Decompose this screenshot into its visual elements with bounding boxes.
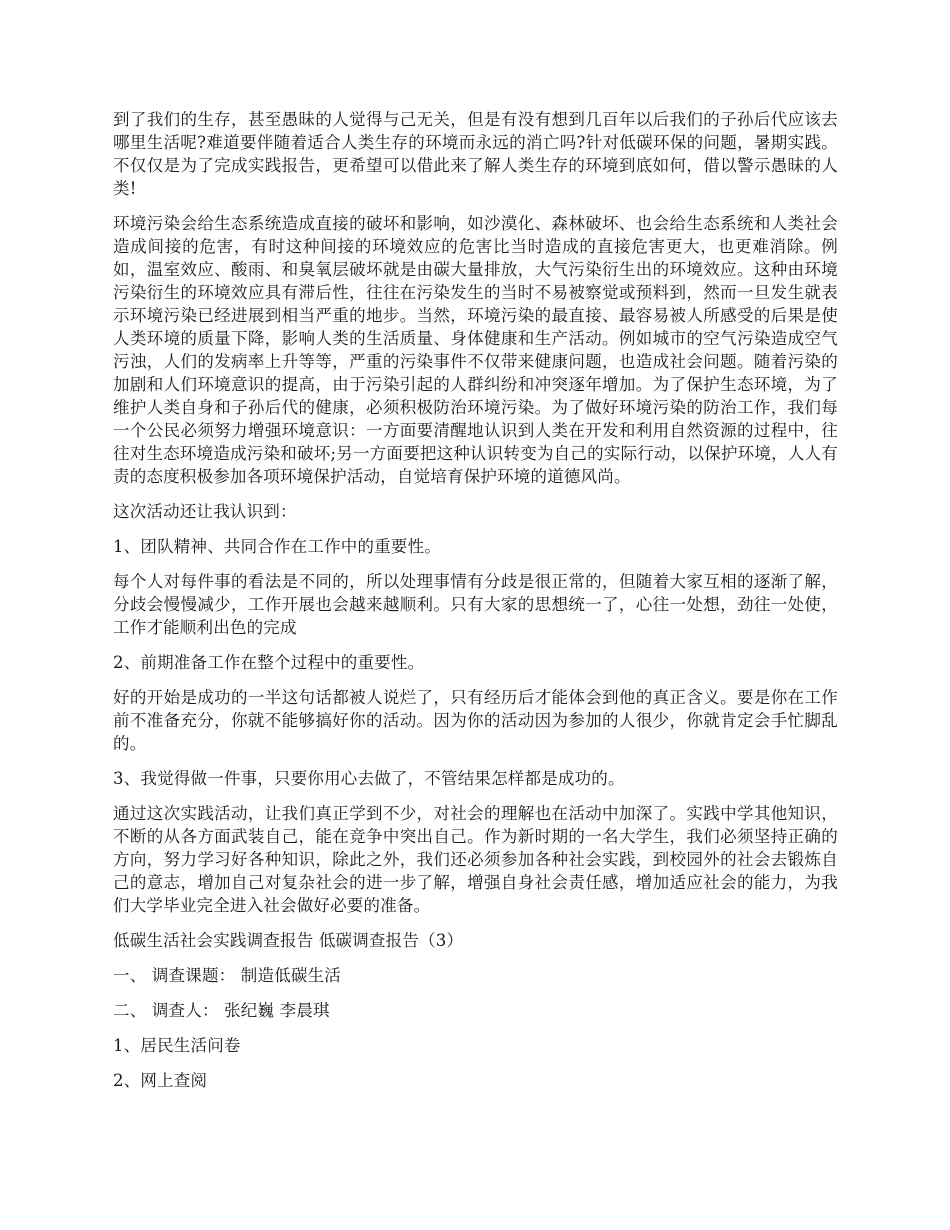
paragraph-teamwork: 每个人对每件事的看法是不同的，所以处理事情有分歧是很正常的，但随着大家互相的逐渐了解，分歧会慢慢减少，工作开展也会越来越顺利。只有大家的思想统一了，心往一处想，劲往一处使，工作才能顺利出色的完成 (113, 572, 838, 637)
list-item-effort: 3、我觉得做一件事，只要你用心去做了，不管结果怎样都是成功的。 (113, 769, 625, 788)
paragraph-intro: 到了我们的生存，甚至愚昧的人觉得与己无关，但是有没有想到几百年以后我们的子孙后代应该去哪里生活呢?难道要伴随着适合人类生存的环境而永远的消亡吗?针对低碳环保的问题，暑期实践。不仅仅是为了完成实践报告，更希望可以借此来了解人类生存的环境到底如何，借以警示愚昧的人类! (113, 110, 838, 198)
paragraph-realization-heading: 这次活动还让我认识到： (113, 502, 297, 521)
paragraph-preparation: 好的开始是成功的一半这句话都被人说烂了，只有经历后才能体会到他的真正含义。要是你在工作前不准备充分，你就不能够搞好你的活动。因为你的活动因为参加的人很少，你就肯定会手忙脚乱的。 (113, 688, 838, 753)
paragraph-environment-pollution: 环境污染会给生态系统造成直接的破坏和影响，如沙漠化、森林破坏、也会给生态系统和人类社会造成间接的危害，有时这种间接的环境效应的危害比当时造成的直接危害更大，也更难消除。例如，温室效应、酸雨、和臭氧层破坏就是由碳大量排放，大气污染衍生出的环境效应。这种由环境污染衍生的环境效应具有滞后性，往往在污染发生的当时不易被察觉或预料到，然而一旦发生就表示环境污染已经进展到相当严重的地步。当然，环境污染的最直接、最容易被人所感受的后果是使人类环境的质量下降，影响人类的生活质量、身体健康和生产活动。例如城市的空气污染造成空气污浊，人们的发病率上升等等，严重的污染事件不仅带来健康问题，也造成社会问题。随着污染的加剧和人们环境意识的提高，由于污染引起的人群纠纷和冲突逐年增加。为了保护生态环境，为了维护人类自身和子孙后代的健康，必须积极防治环境污染。为了做好环境污染的防治工作，我们每一个公民必须努力增强环境意识：一方面要清醒地认识到人类在开发和利用自然资源的过程中，往往对生态环境造成污染和破坏;另一方面要把这种认识转变为自己的实际行动，以保护环境，人人有责的态度积极参加各项环境保护活动，自觉培育保护环境的道德风尚。 (113, 214, 838, 486)
survey-topic: 一、 调查课题： 制造低碳生活 (113, 966, 341, 985)
survey-people: 二、 调查人： 张纪巍 李晨琪 (113, 1001, 330, 1020)
list-item-teamwork: 1、团队精神、共同合作在工作中的重要性。 (113, 537, 441, 556)
list-item-preparation: 2、前期准备工作在整个过程中的重要性。 (113, 653, 425, 672)
section-title-report-3: 低碳生活社会实践调查报告 低碳调查报告（3） (113, 931, 464, 950)
document-page (113, 108, 838, 1104)
list-item-online-research: 2、网上查阅 (113, 1071, 208, 1090)
paragraph-conclusion: 通过这次实践活动，让我们真正学到不少，对社会的理解也在活动中加深了。实践中学其他知识，不断的从各方面武装自己，能在竞争中突出自己。作为新时期的一名大学生，我们必须坚持正确的方向，努力学习好各种知识，除此之外，我们还必须参加各种社会实践，到校园外的社会去锻炼自己的意志，增加自己对复杂社会的进一步了解，增强自身社会责任感，增加适应社会的能力，为我们大学毕业完全进入社会做好必要的准备。 (113, 804, 838, 915)
list-item-questionnaire: 1、居民生活问卷 (113, 1036, 241, 1055)
